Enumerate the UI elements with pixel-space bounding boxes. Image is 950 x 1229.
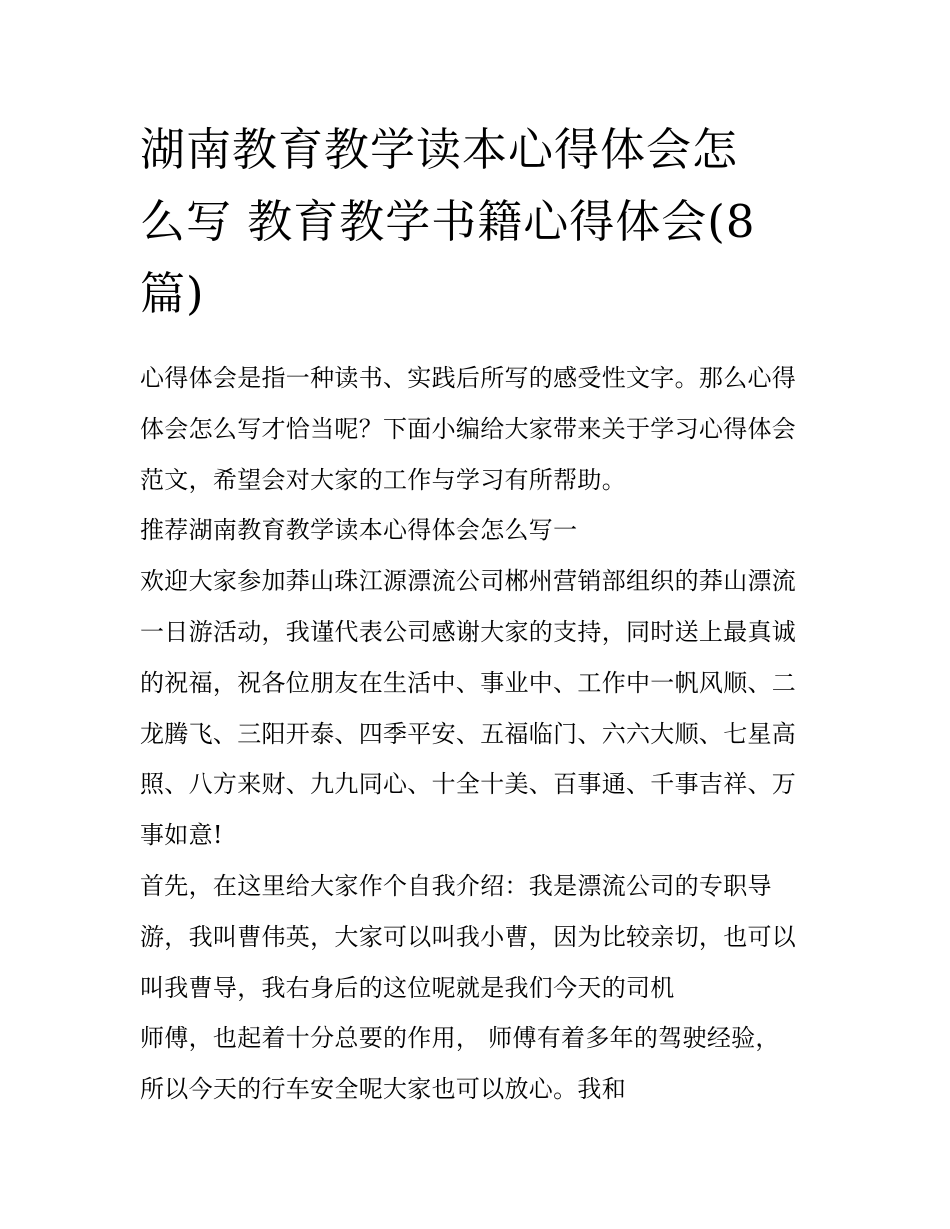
body-line: 事如意! <box>140 821 223 850</box>
document-title <box>140 114 820 330</box>
body-line: 首先，在这里给大家作个自我介绍：我是漂流公司的专职导 <box>140 871 772 900</box>
title-line: 篇) <box>140 267 205 320</box>
document-body <box>140 353 820 1115</box>
body-line: 体会怎么写才恰当呢？下面小编给大家带来关于学习心得体会 <box>140 414 797 443</box>
section-heading: 推荐湖南教育教学读本心得体会怎么写一 <box>140 516 578 545</box>
body-line: 龙腾飞、三阳开泰、四季平安、五福临门、六六大顺、七星高 <box>140 719 797 748</box>
body-line: 叫我曹导，我右身后的这位呢就是我们今天的司机 <box>140 973 675 1002</box>
body-line: 师傅，也起着十分总要的作用， 师傅有着多年的驾驶经验， <box>140 1024 780 1053</box>
body-line: 照、八方来财、九九同心、十全十美、百事通、千事吉祥、万 <box>140 770 797 799</box>
body-line: 所以今天的行车安全呢大家也可以放心。我和 <box>140 1075 626 1104</box>
title-line: 么写 教育教学书籍心得体会(8 <box>140 195 756 248</box>
body-line: 欢迎大家参加莽山珠江源漂流公司郴州营销部组织的莽山漂流 <box>140 567 797 596</box>
body-line: 范文，希望会对大家的工作与学习有所帮助。 <box>140 465 626 494</box>
title-line: 湖南教育教学读本心得体会怎 <box>140 123 739 176</box>
body-line: 的祝福，祝各位朋友在生活中、事业中、工作中一帆风顺、二 <box>140 668 797 697</box>
body-line: 一日游活动，我谨代表公司感谢大家的支持，同时送上最真诚 <box>140 617 797 646</box>
body-line: 心得体会是指一种读书、实践后所写的感受性文字。那么心得 <box>140 364 797 392</box>
body-line: 游，我叫曹伟英，大家可以叫我小曹，因为比较亲切，也可以 <box>140 922 797 951</box>
